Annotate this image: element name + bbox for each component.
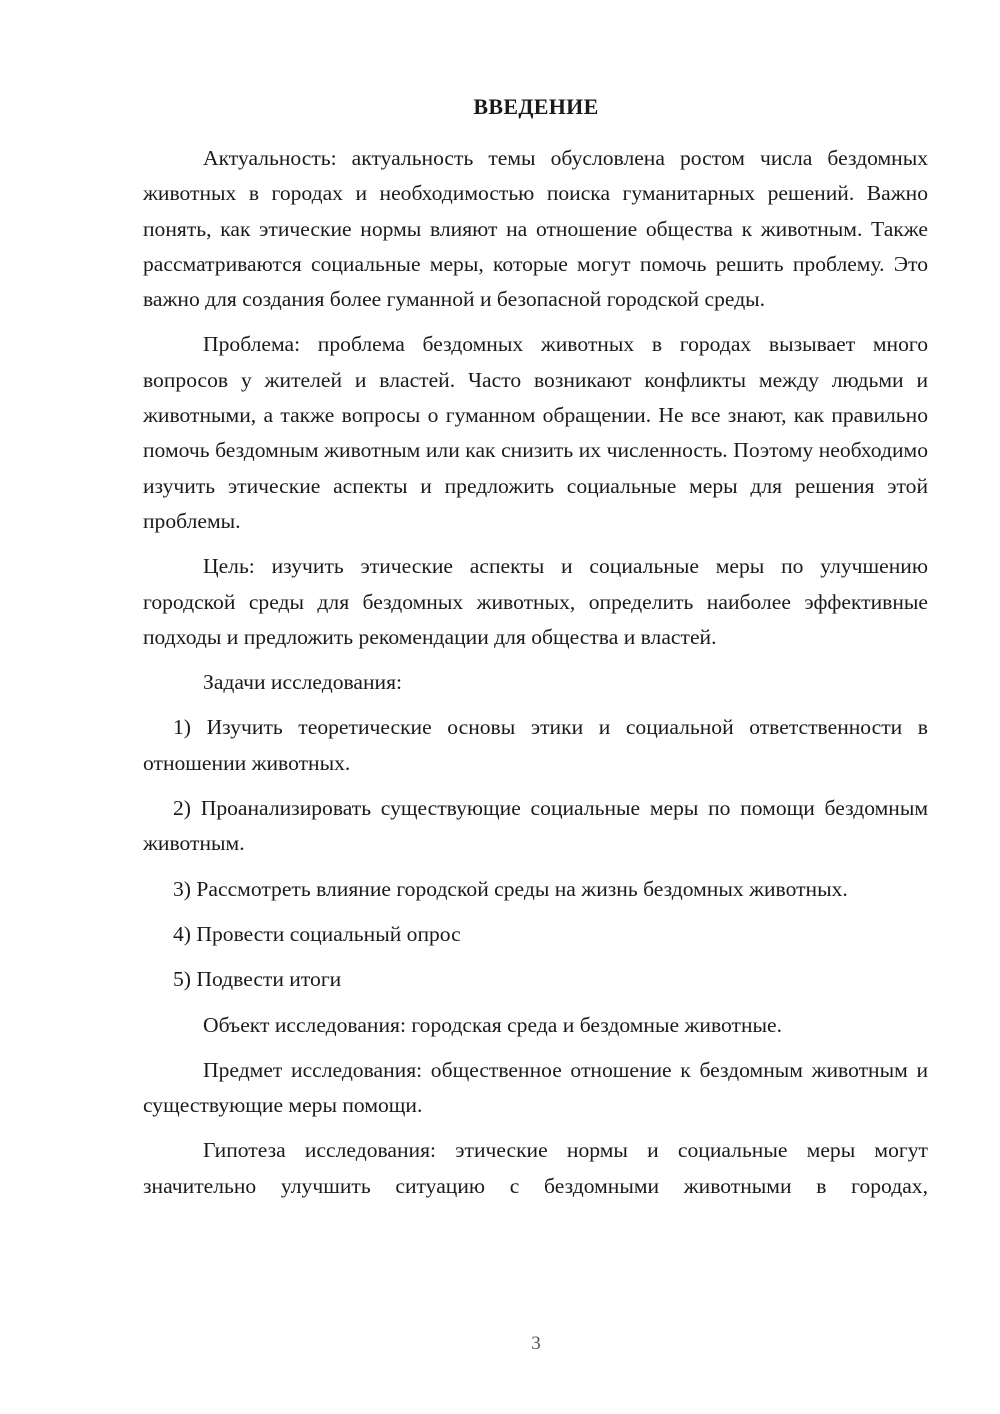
document-body (143, 141, 928, 1204)
paragraph-relevance: Актуальность: актуальность темы обусловлена ростом числа бездомных животных в городах и необходимостью поиска гуманитарных решений. Важно понять, как этические нормы влияют на отношение общества к животным. Также рассматриваются социальные меры, которые могут помочь решить проблему. Это важно для создания более гуманной и безопасной городской среды. (143, 146, 928, 312)
paragraph-hypothesis: Гипотеза исследования: этические нормы и социальные меры могут значительно улучшить ситуацию с бездомными животными в городах, (143, 1138, 928, 1198)
task-item-1: 1) Изучить теоретические основы этики и социальной ответственности в отношении животных. (143, 715, 928, 775)
paragraph-object: Объект исследования: городская среда и бездомные животные. (203, 1012, 782, 1037)
paragraph-subject: Предмет исследования: общественное отношение к бездомным животным и существующие меры помощи. (143, 1057, 928, 1118)
paragraph-goal: Цель: изучить этические аспекты и социальные меры по улучшению городской среды для бездомных животных, определить наиболее эффективные подходы и предложить рекомендации для общества и властей. (143, 554, 928, 649)
tasks-title: Задачи исследования: (203, 670, 403, 695)
page-number: 3 (531, 1333, 541, 1354)
task-item-3: 3) Рассмотреть влияние городской среды на жизнь бездомных животных. (173, 876, 848, 901)
task-item-5: 5) Подвести итоги (173, 967, 342, 992)
task-item-2: 2) Проанализировать существующие социальные меры по помощи бездомным животным. (143, 796, 928, 856)
section-heading: ВВЕДЕНИЕ (473, 94, 599, 119)
paragraph-problem: Проблема: проблема бездомных животных в городах вызывает много вопросов у жителей и властей. Часто возникают конфликты между людьми и животными, а также вопросы о гуманном обращении. Не все знают, как правильно помочь бездомным животным или как снизить их численность. Поэтому необходимо изучить этические аспекты и предложить социальные меры для решения этой проблемы. (143, 332, 928, 533)
task-item-4: 4) Провести социальный опрос (173, 921, 461, 946)
